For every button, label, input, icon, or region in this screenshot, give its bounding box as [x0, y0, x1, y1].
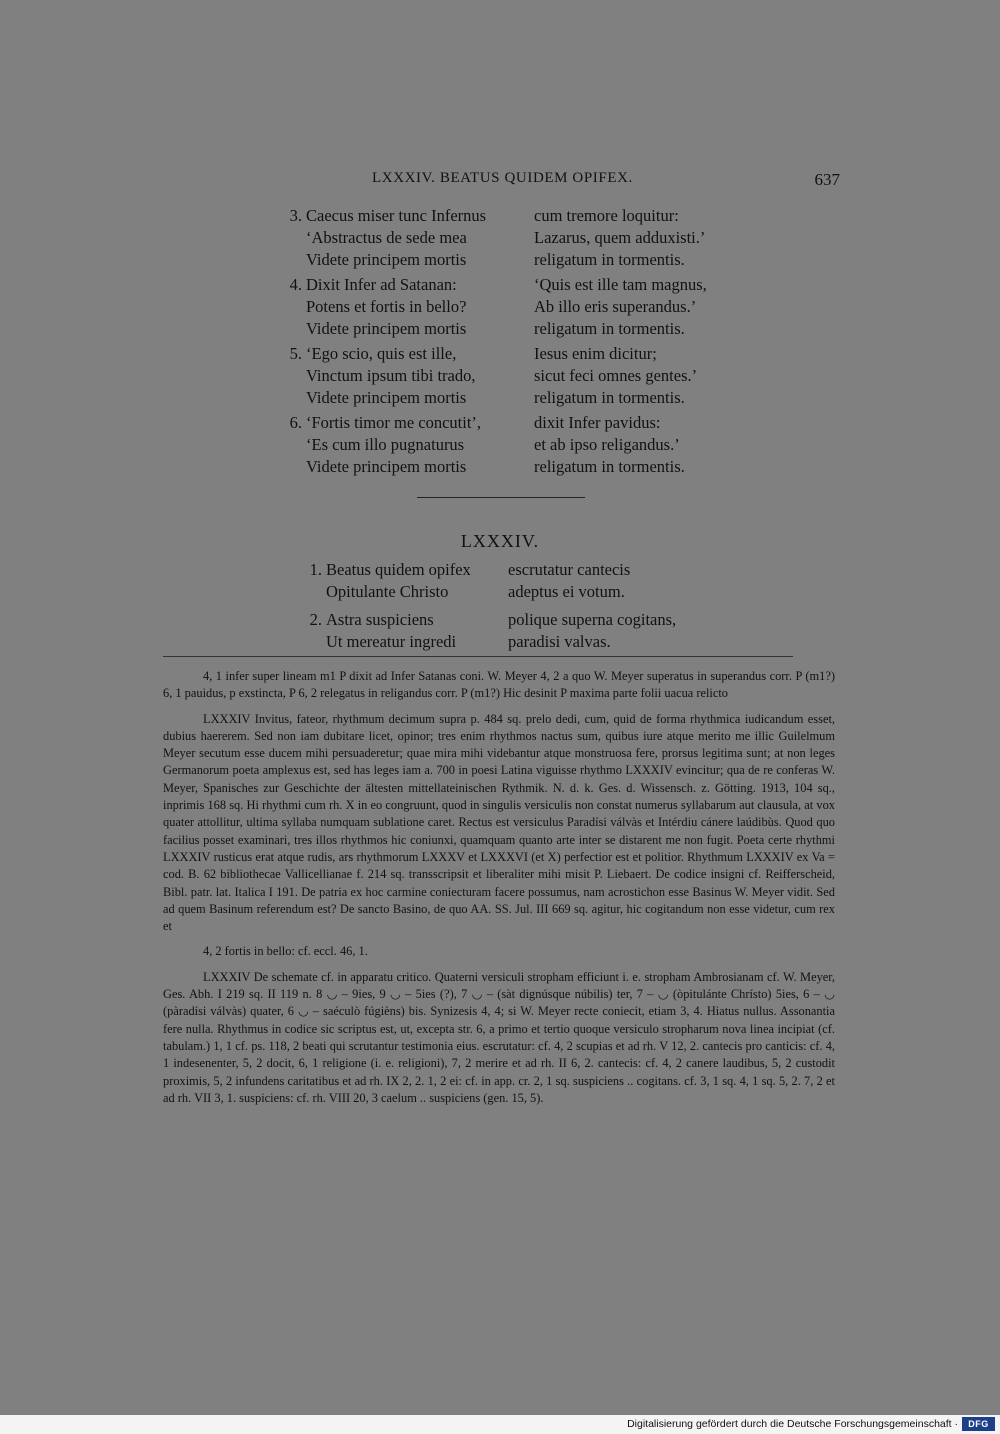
- metrical-note: LXXXIV De schemate cf. in apparatu critico. Quaterni versiculi stropham efficiunt i. e. stropham Ambrosianam cf. W. Meyer, Ges. Abh. I 219 sq. II 119 n. 8 ◡ – 9ies, 9 ◡ – 5ies (?), 7 ◡ – (sàt dignúsque núbilis) ter, 7 – ◡ (òpitulánte Chrísto) 5ies, 6 – ◡ (pàradísi válvàs) quater, 6 ◡ – saéculò fúgièns) bis. Synizesis 4, 4; si W. Meyer recte coniecit, etiam 3, 4. Hiatus nullus. Assonantia fere nulla. Rhythmus in codice sic scriptus est, ut, excepta str. 6, a primo et tertio quoque versiculo stropharum nova linea incipiat (cf. tabulam.) 1, 1 cf. ps. 118, 2 beati qui scrutantur testimonia eius. escrutatur: cf. 4, 2 scupias et ad rh. V 12, 2. cantecis pro canticis: cf. 4, 1 indesenenter, 5, 2 docit, 6, 1 religione (i. e. religioni), 7, 2 merire et ad rh. II 6, 2. cantecis: cf. 4, 2 canere laudibus, 5, 2 custodit proximis, 5, 2 infundens caritatibus et ad rh. IX 2, 2. 1, 2 ei: cf. in app. cr. 2, 1 sq. suspiciens .. cogitans. cf. 3, 1 sq. 4, 1 sq. 5, 2. 7, 2 et ad rh. VII 3, 1. suspiciens: cf. rh. VIII 20, 3 caelum .. suspiciens (gen. 15, 5).: [163, 969, 835, 1105]
- running-title: LXXXIV. BEATUS QUIDEM OPIFEX.: [372, 170, 633, 186]
- verse-second-half: ‘Quis est ille tam magnus,: [534, 275, 707, 294]
- stanza-number: 3.: [289, 206, 302, 225]
- verse-line: [309, 559, 746, 581]
- verse-second-half: polique superna cogitans,: [508, 610, 677, 629]
- footer-bar: [0, 1415, 1000, 1434]
- verse-first-half: Ut mereatur ingredi: [326, 632, 457, 651]
- poem-continuation: [289, 205, 776, 478]
- verse-line: [326, 581, 746, 603]
- verse-line: [306, 387, 776, 409]
- stanza-1: [309, 559, 746, 603]
- verse-first-half: Caecus miser tunc Infernus: [306, 206, 487, 225]
- stanza-number: 4.: [289, 275, 302, 294]
- dfg-logo: DFG: [962, 1417, 995, 1431]
- verse-first-half: Potens et fortis in bello?: [306, 297, 467, 316]
- verse-second-half: religatum in tormentis.: [534, 457, 685, 476]
- verse-first-half: Beatus quidem opifex: [326, 560, 471, 579]
- verse-first-half: ‘Es cum illo pugnaturus: [306, 435, 465, 454]
- verse-second-half: paradisi valvas.: [508, 632, 611, 651]
- verse-second-half: dixit Infer pavidus:: [534, 413, 661, 432]
- verse-first-half: Videte principem mortis: [306, 250, 467, 269]
- commentary-note: LXXXIV Invitus, fateor, rhythmum decimum supra p. 484 sq. prelo dedi, cum, quid de forma rhythmica iudicandum esset, dubius haererem. Sed non iam dubitare licet, opinor; tres enim rhythmos nactus sum, quibus iure atque merito me illic Guilelmum Meyer secutum esse ducem mihi persuaderetur; quae mira mihi videbantur atque monstruosa fere, prorsus legitima sunt; at non leges Germanorum poeta amplexus est, sed has leges iam a. 700 in poesi Latina viguisse rhythmo LXXXIV evincitur; qua de re conferas W. Meyer, Spanisches zur Geschichte der ältesten mittellateinischen Rythmik. N. d. k. Ges. d. Wissensch. z. Götting. 1913, 104 sq., inprimis 168 sq. Hi rhythmi cum rh. X in eo congruunt, quod in singulis versiculis non constat numerus syllabarum aut clausula, at vox quater attollitur, ultima syllaba numquam sublatione caret. Rectus est versiculus Paradísi válvàs et Intérdiu cánere laúdibùs. Quod quo facilius posset examinari, tres illos rhythmos hic coniunxi, quamquam quanto arte inter se distarent me non fugit. Poeta certe rhythmi LXXXIV rusticus erat atque rudis, ars rhythmorum LXXXV et LXXXVI (et X) perfectior est et politior. Rhythmum LXXXIV ex Va = cod. B. 62 bibliothecae Vallicellianae f. 214 sq. transscripsit et liberaliter mihi misit P. Liebaert. De codice insigni cf. Reifferscheid, Bibl. patr. lat. Italica I 191. De patria ex hoc carmine coniecturam facere possumus, nam acrostichon esse Basinus W. Meyer vidit. Sed ad quem Basinum referendum est? De sancto Basino, de quo AA. SS. Jul. III 669 sq. agitur, hic cogitandum non esse videtur, cum rex et: [163, 711, 835, 934]
- verse-second-half: religatum in tormentis.: [534, 250, 685, 269]
- verse-second-half: sicut feci omnes gentes.’: [534, 366, 698, 385]
- verse-second-half: Iesus enim dicitur;: [534, 344, 657, 363]
- stanza-3: [289, 205, 776, 271]
- verse-line: [289, 274, 776, 296]
- stanza-number: 6.: [289, 413, 302, 432]
- verse-line: [289, 412, 776, 434]
- verse-second-half: religatum in tormentis.: [534, 319, 685, 338]
- poem-lxxxiv: [309, 559, 746, 653]
- stanza-4: [289, 274, 776, 340]
- verse-first-half: Dixit Infer ad Satanan:: [306, 275, 457, 294]
- stanza-number: 2.: [309, 610, 322, 629]
- verse-line: [306, 434, 776, 456]
- verse-first-half: ‘Abstractus de sede mea: [306, 228, 467, 247]
- source-note: 4, 2 fortis in bello: cf. eccl. 46, 1.: [203, 944, 368, 959]
- verse-line: [326, 631, 746, 653]
- verse-line: [306, 296, 776, 318]
- verse-first-half: ‘Ego scio, quis est ille,: [306, 344, 457, 363]
- verse-line: [306, 249, 776, 271]
- footer-credit: Digitalisierung gefördert durch die Deutsche Forschungsgemeinschaft ·: [627, 1418, 958, 1430]
- notes-divider: [163, 656, 793, 657]
- verse-first-half: Vinctum ipsum tibi trado,: [306, 366, 476, 385]
- stanza-5: [289, 343, 776, 409]
- verse-second-half: adeptus ei votum.: [508, 582, 625, 601]
- verse-first-half: ‘Fortis timor me concutit’,: [306, 413, 482, 432]
- verse-first-half: Videte principem mortis: [306, 457, 467, 476]
- stanza-number: 5.: [289, 344, 302, 363]
- verse-first-half: Videte principem mortis: [306, 388, 467, 407]
- verse-line: [306, 456, 776, 478]
- verse-line: [306, 365, 776, 387]
- verse-second-half: Lazarus, quem adduxisti.’: [534, 228, 706, 247]
- section-divider: [417, 497, 585, 498]
- verse-line: [309, 609, 746, 631]
- verse-line: [289, 205, 776, 227]
- poem-heading: LXXXIV.: [460, 531, 540, 551]
- verse-second-half: Ab illo eris superandus.’: [534, 297, 697, 316]
- verse-second-half: religatum in tormentis.: [534, 388, 685, 407]
- verse-line: [306, 227, 776, 249]
- verse-first-half: Astra suspiciens: [326, 610, 434, 629]
- page-number: 637: [814, 170, 840, 189]
- verse-line: [289, 343, 776, 365]
- stanza-6: [289, 412, 776, 478]
- apparatus-note: 4, 1 infer super lineam m1 P dixit ad Infer Satanas coni. W. Meyer 4, 2 a quo W. Meyer superatus in superandus corr. P (m1?) 6, 1 pauidus, p exstincta, P 6, 2 relegatus in religandus corr. P (m1?) Hic desinit P maxima parte folii uacua relicto: [163, 669, 835, 701]
- running-head: [160, 170, 840, 196]
- verse-first-half: Videte principem mortis: [306, 319, 467, 338]
- verse-second-half: et ab ipso religandus.’: [534, 435, 680, 454]
- stanza-2: [309, 609, 746, 653]
- verse-second-half: cum tremore loquitur:: [534, 206, 679, 225]
- verse-first-half: Opitulante Christo: [326, 582, 449, 601]
- verse-line: [306, 318, 776, 340]
- stanza-number: 1.: [309, 560, 322, 579]
- critical-apparatus: [163, 668, 835, 1115]
- verse-second-half: escrutatur cantecis: [508, 560, 631, 579]
